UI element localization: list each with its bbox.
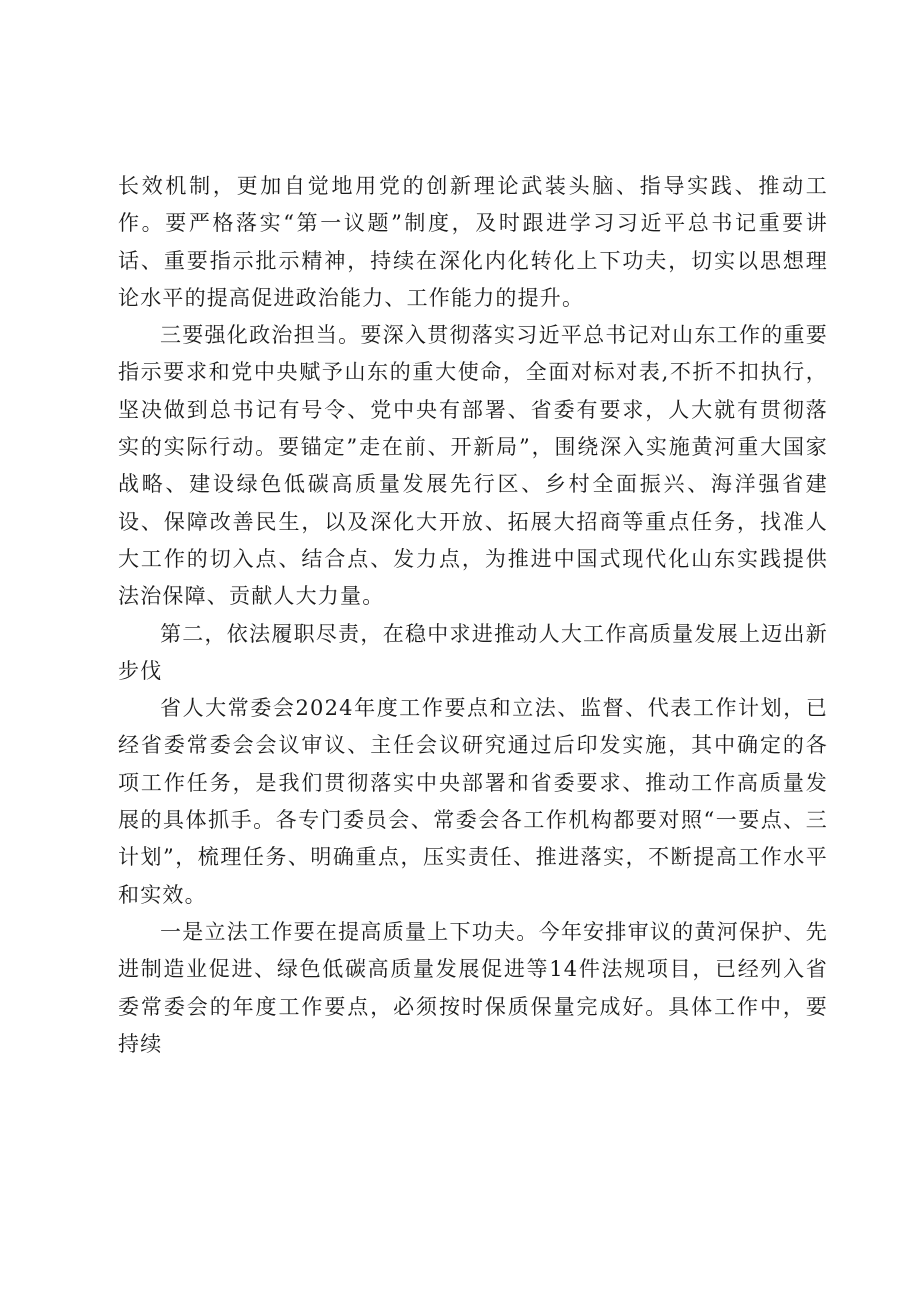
document-body	[118, 168, 828, 1063]
section-heading-second: 第二，依法履职尽责，在稳中求进推动人大工作高质量发展上迈出新步伐	[118, 621, 828, 683]
paragraph-work-plan: 省人大常委会2024年度工作要点和立法、监督、代表工作计划，已经省委常委会会议审议、主任会议研究通过后印发实施，其中确定的各项工作任务，是我们贯彻落实中央部署和省委要求、推动工作高质量发展的具体抓手。各专门委员会、常委会各工作机构都要对照“一要点、三计划”，梳理任务、明确重点，压实责任、推进落实，不断提高工作水平和实效。	[118, 696, 828, 907]
paragraph-political-responsibility: 三要强化政治担当。要深入贯彻落实习近平总书记对山东工作的重要指示要求和党中央赋予山东的重大使命，全面对标对表,不折不扣执行，坚决做到总书记有号令、党中央有部署、省委有要求，人大就有贯彻落实的实际行动。要锚定”走在前、开新局”，围绕深入实施黄河重大国家战略、建设绿色低碳高质量发展先行区、乡村全面振兴、海洋强省建设、保障改善民生，以及深化大开放、拓展大招商等重点任务，找准人大工作的切入点、结合点、发力点，为推进中国式现代化山东实践提供法治保障、贡献人大力量。	[118, 323, 828, 609]
paragraph-continuation: 长效机制，更加自觉地用党的创新理论武装头脑、指导实践、推动工作。要严格落实“第一议题”制度，及时跟进学习习近平总书记重要讲话、重要指示批示精神，持续在深化内化转化上下功夫，切实以思想理论水平的提高促进政治能力、工作能力的提升。	[118, 174, 828, 310]
paragraph-legislation: 一是立法工作要在提高质量上下功夫。今年安排审议的黄河保护、先进制造业促进、绿色低碳高质量发展促进等14件法规项目，已经列入省委常委会的年度工作要点，必须按时保质保量完成好。具体工作中，要持续	[118, 919, 828, 1056]
